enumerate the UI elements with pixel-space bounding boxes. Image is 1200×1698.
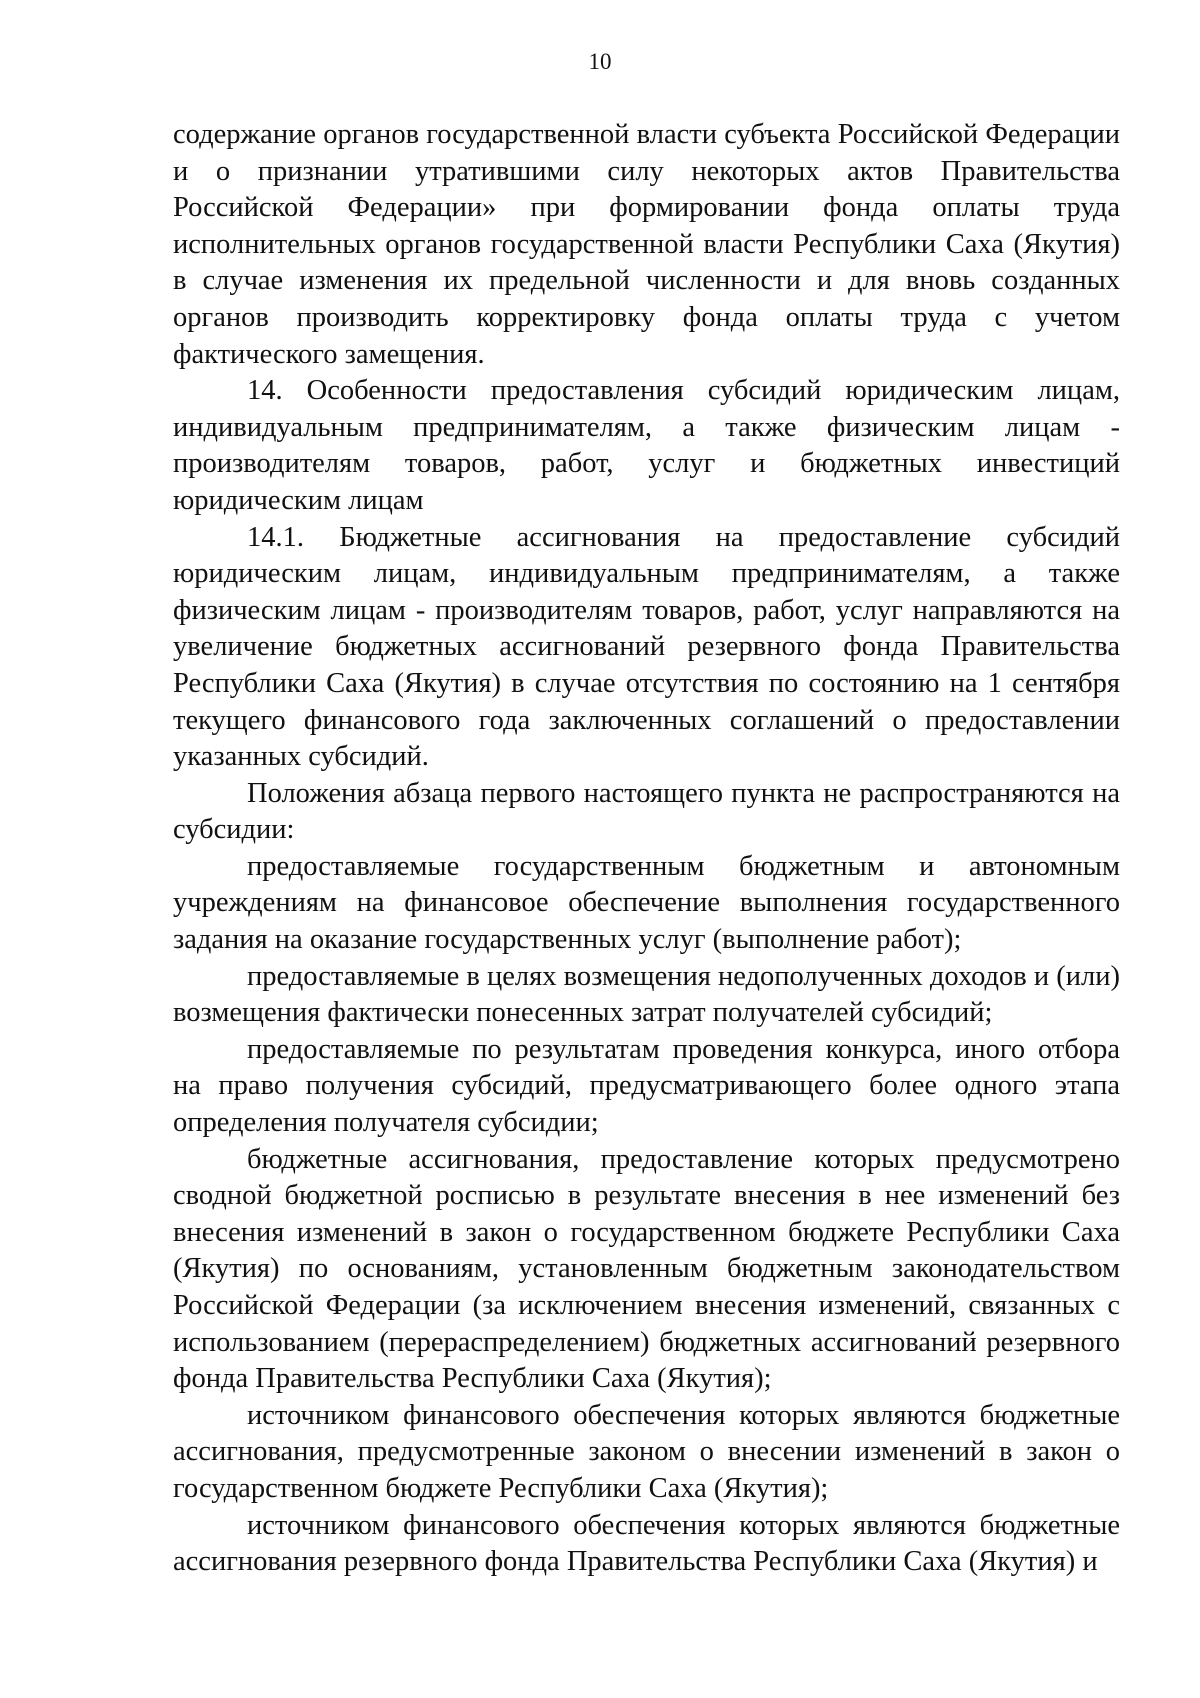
list-item: источником финансового обеспечения которых являются бюджетные ассигнования резервного фонда Правительства Республики Саха (Якутия) и [173,1509,1120,1578]
paragraph: содержание органов государственной власти субъекта Российской Федерации и о признании утратившими силу некоторых актов Правительства Российской Федерации» при формировании фонда оплаты труда исполнительных органов государственной власти Республики Саха (Якутия) в случае изменения их предельной численности и для вновь созданных органов производить корректировку фонда оплаты труда с учетом фактического замещения. [173,119,1120,370]
section-heading-14: 14. Особенности предоставления субсидий юридическим лицам, индивидуальным предпринимателям, а также физическим лицам - производителям товаров, работ, услуг и бюджетных инвестиций юридическим лицам [173,375,1120,516]
page-number: 10 [588,49,612,74]
paragraph-14-1: 14.1. Бюджетные ассигнования на предоставление субсидий юридическим лицам, индивидуальным предпринимателям, а также физическим лицам - производителям товаров, работ, услуг направляются на увеличение бюджетных ассигнований резервного фонда Правительства Республики Саха (Якутия) в случае отсутствия по состоянию на 1 сентября текущего финансового года заключенных соглашений о предоставлении указанных субсидий. [173,521,1120,773]
list-item: предоставляемые государственным бюджетным и автономным учреждениям на финансовое обеспечение выполнения государственного задания на оказание государственных услуг (выполнение работ); [173,850,1120,956]
list-item: предоставляемые в целях возмещения недополученных доходов и (или) возмещения фактически понесенных затрат получателей субсидий; [173,960,1120,1029]
document-body [173,117,1120,1581]
list-item: предоставляемые по результатам проведения конкурса, иного отбора на право получения субсидий, предусматривающего более одного этапа определения получателя субсидии; [173,1033,1120,1139]
list-item: источником финансового обеспечения которых являются бюджетные ассигнования, предусмотренные законом о внесении изменений в закон о государственном бюджете Республики Саха (Якутия); [173,1399,1120,1504]
list-item: бюджетные ассигнования, предоставление которых предусмотрено сводной бюджетной росписью в результате внесения в нее изменений без внесения изменений в закон о государственном бюджете Республики Саха (Якутия) по основаниям, установленным бюджетным законодательством Российской Федерации (за исключением внесения изменений, связанных с использованием (перераспределением) бюджетных ассигнований резервного фонда Правительства Республики Саха (Якутия); [173,1143,1120,1395]
paragraph: Положения абзаца первого настоящего пункта не распространяются на субсидии: [173,777,1120,846]
